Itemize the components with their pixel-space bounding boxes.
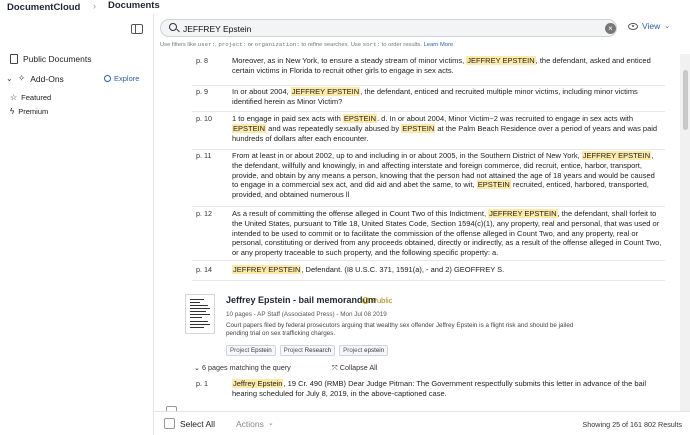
select-all-label[interactable]: Select All xyxy=(180,419,215,429)
sidebar-item-label: Premium xyxy=(18,107,49,116)
hint-code-organization: organization: xyxy=(254,41,300,48)
actions-dropdown[interactable] xyxy=(236,419,274,429)
sidebar-toggle-icon[interactable] xyxy=(131,24,143,34)
search-bar xyxy=(154,14,690,54)
sidebar-item-premium[interactable] xyxy=(10,107,48,116)
star-icon: ☆ xyxy=(10,93,18,102)
hint-code-user: user: xyxy=(197,41,216,48)
sidebar-item-label: Public Documents xyxy=(23,54,92,64)
snippet-text: and was repeatedly sexually abused by xyxy=(266,123,402,133)
page-snippet xyxy=(232,87,662,107)
bolt-icon: ϟ xyxy=(10,107,15,116)
footer-bar xyxy=(154,411,690,435)
page-match-row[interactable] xyxy=(192,209,665,261)
snippet-text: In or about 2004, xyxy=(232,87,291,96)
project-tag[interactable] xyxy=(280,345,335,356)
document-card[interactable] xyxy=(192,294,665,358)
hint-code-sort: sort: xyxy=(362,41,381,48)
chevron-down-icon: ⌄ xyxy=(194,363,201,372)
puzzle-icon: ✧ xyxy=(17,73,26,83)
results-count: Showing 25 of 161 802 Results xyxy=(582,420,682,429)
page-snippet xyxy=(232,209,662,258)
sidebar-item-label: Add-Ons xyxy=(30,73,64,84)
page-match-row[interactable] xyxy=(192,379,665,405)
page-number: p. 12 xyxy=(196,209,212,218)
snippet-text: . d. In or about 2004, Minor Victim~2 was recruited to engage in sex acts with xyxy=(377,114,634,123)
tag-key: Project xyxy=(230,347,250,354)
sidebar xyxy=(0,14,154,435)
breadcrumb-separator: › xyxy=(93,1,96,11)
sidebar-item-addons[interactable] xyxy=(6,73,64,84)
search-icon xyxy=(104,75,111,82)
snippet-text: , the defendant, enticed and recruited multiple minor victims, including minor victims identified herein as Minor Victim? xyxy=(232,87,638,106)
snippet-text: As a result of committing the offense alleged in Count Two of this Indictment, xyxy=(232,209,489,218)
snippet-text: , Defendant. (I8 U.S.C. 371, 1591(a), - and 2) GEOFFREY S. xyxy=(301,265,505,274)
snippet-text: 1 to engage in paid sex acts with xyxy=(232,114,343,123)
highlight: EPSTEIN xyxy=(477,180,510,190)
document-icon xyxy=(10,54,18,64)
matching-pages-bar xyxy=(192,362,665,374)
page-match-row[interactable] xyxy=(192,265,665,281)
page-match-row[interactable] xyxy=(192,56,665,86)
highlight: EPSTEIN xyxy=(343,114,376,123)
project-tags xyxy=(226,345,388,356)
snippet-text: Moreover, as in New York, to ensure a steady stream of minor victims, xyxy=(232,56,467,65)
document-title[interactable]: Jeffrey Epstein - bail memorandum xyxy=(226,295,377,305)
select-all-checkbox[interactable] xyxy=(164,418,175,429)
matching-label: 6 pages matching the query xyxy=(202,363,291,372)
collapse-all-button[interactable] xyxy=(332,363,377,373)
view-label: View xyxy=(642,21,661,31)
page-match-row[interactable] xyxy=(192,87,665,112)
hint-text: Use filters like xyxy=(160,42,198,48)
eye-icon xyxy=(628,23,638,30)
tag-value: Research xyxy=(304,347,332,354)
page-number: p. 8 xyxy=(196,56,208,65)
search-hint xyxy=(160,41,453,48)
project-tag[interactable] xyxy=(339,345,388,356)
snippet-text: , the defendant, shall forfeit to the United States, pursuant to Title 18, United States Code, Section 1594(c)(1), any property, real and personal, that was used or intended to be used to commit or to facilitate the commission of the offense alleged in Count Two, and any property, real or personal, constituting or derived from any proceeds obtained, directly or indirectly, as a result of the offense alleged in Count Two, or any property traceable to such property, and the following specific property: a. xyxy=(232,209,662,258)
sidebar-item-public-documents[interactable] xyxy=(10,54,92,64)
snippet-text: From at least in or about 2002, up to and including in or about 2005, in the Southern District of New York, xyxy=(232,151,582,160)
document-description: Court papers filed by federal prosecutors arguing that wealthy sex offender Jeffrey Epstein is a flight risk and should be jailed pending trial on sex trafficking charges. xyxy=(226,322,574,337)
page-number: p. 9 xyxy=(196,87,208,96)
chevron-down-icon: ⌄ xyxy=(6,74,13,83)
page-number: p. 11 xyxy=(196,151,212,160)
chevron-down-icon: ⌄ xyxy=(664,23,671,30)
tag-key: Project xyxy=(283,347,303,354)
highlight: JEFFREY EPSTEIN xyxy=(291,87,360,96)
top-bar xyxy=(0,0,690,14)
public-label: Public xyxy=(372,296,393,305)
public-globe-icon xyxy=(362,297,369,304)
page-match-row[interactable] xyxy=(192,151,665,207)
page-snippet xyxy=(232,265,662,275)
learn-more-link[interactable]: Learn More xyxy=(423,42,454,48)
hint-code-project: project: xyxy=(218,41,247,48)
page-number: p. 14 xyxy=(196,265,212,274)
tag-key: Project xyxy=(343,347,363,354)
hint-text: or xyxy=(246,42,255,48)
tag-value: epstein xyxy=(364,347,385,354)
clear-search-button[interactable]: × xyxy=(605,23,616,34)
project-tag[interactable] xyxy=(226,345,276,356)
highlight: Jeffrey Epstein xyxy=(233,379,283,388)
chevron-down-icon: ⌄ xyxy=(267,420,274,427)
hint-text: to refine searches. Use xyxy=(299,42,363,48)
page-snippet xyxy=(232,379,662,399)
page-snippet xyxy=(232,151,662,200)
hint-text: , xyxy=(215,42,219,48)
snippet-text: recruited, enticed, harbored, transported, provided, and obtained numerous ll xyxy=(232,180,649,200)
sidebar-item-label: Featured xyxy=(21,93,52,102)
highlight: JEFFREY EPSTEIN xyxy=(582,151,651,160)
document-meta: 10 pages - AP Staff (Associated Press) - Mon Jul 08 2019 xyxy=(226,311,387,318)
snippet-text: , the defendant, asked and enticed certain victims in Florida to recruit other girls to engage in sex acts. xyxy=(232,56,651,75)
search-input[interactable] xyxy=(183,22,583,35)
results-list xyxy=(154,54,680,411)
toggle-matching-pages[interactable] xyxy=(194,363,291,372)
snippet-text: , the defendant, willfully and knowingly, in and affecting interstate and foreign commerce, did recruit, entice, harbor, transport, provide, and obtain by any means a person, knowing that the person had not attained the age of 18 years and would be caused to engage in a commercial sex act, and did aid and abet the same, to wit, xyxy=(232,151,655,190)
sidebar-item-featured[interactable] xyxy=(10,93,51,102)
highlight: EPSTEIN xyxy=(233,123,266,133)
page-snippet xyxy=(232,56,662,76)
scrollbar-thumb[interactable] xyxy=(683,70,688,130)
page-number: p. 10 xyxy=(196,114,212,123)
app-brand[interactable]: DocumentCloud xyxy=(7,2,81,13)
collapse-label: Collapse All xyxy=(339,363,378,372)
page-number: p. 1 xyxy=(196,379,208,388)
explore-link[interactable] xyxy=(104,74,139,83)
document-thumbnail[interactable] xyxy=(185,294,215,334)
hint-text: to order results. xyxy=(380,42,422,48)
snippet-text: at the Palm Beach Residence over a period of years and was paid hundreds of dollars after each encounter. xyxy=(232,123,658,143)
actions-label: Actions xyxy=(236,419,264,429)
highlight: JEFFREY EPSTEIN xyxy=(467,56,535,65)
breadcrumb-documents[interactable]: Documents xyxy=(108,0,160,11)
highlight: EPSTEIN xyxy=(402,123,435,133)
page-match-row[interactable] xyxy=(192,114,665,150)
view-button[interactable] xyxy=(628,21,670,31)
collapse-icon: ⤧ xyxy=(332,363,338,372)
search-box[interactable] xyxy=(160,19,617,37)
explore-label: Explore xyxy=(114,74,140,83)
search-icon xyxy=(169,23,177,31)
snippet-text: , 19 Cr. 490 (RMB) Dear Judge Pitman: The Government respectfully submits this letter in advance of the bail hearing scheduled for July 8, 2019, in the above-captioned case. xyxy=(232,379,647,398)
page-snippet xyxy=(232,114,662,143)
tag-value: Epstein xyxy=(251,347,272,354)
highlight: JEFFREY EPSTEIN xyxy=(233,265,301,274)
highlight: JEFFREY EPSTEIN xyxy=(489,209,557,218)
